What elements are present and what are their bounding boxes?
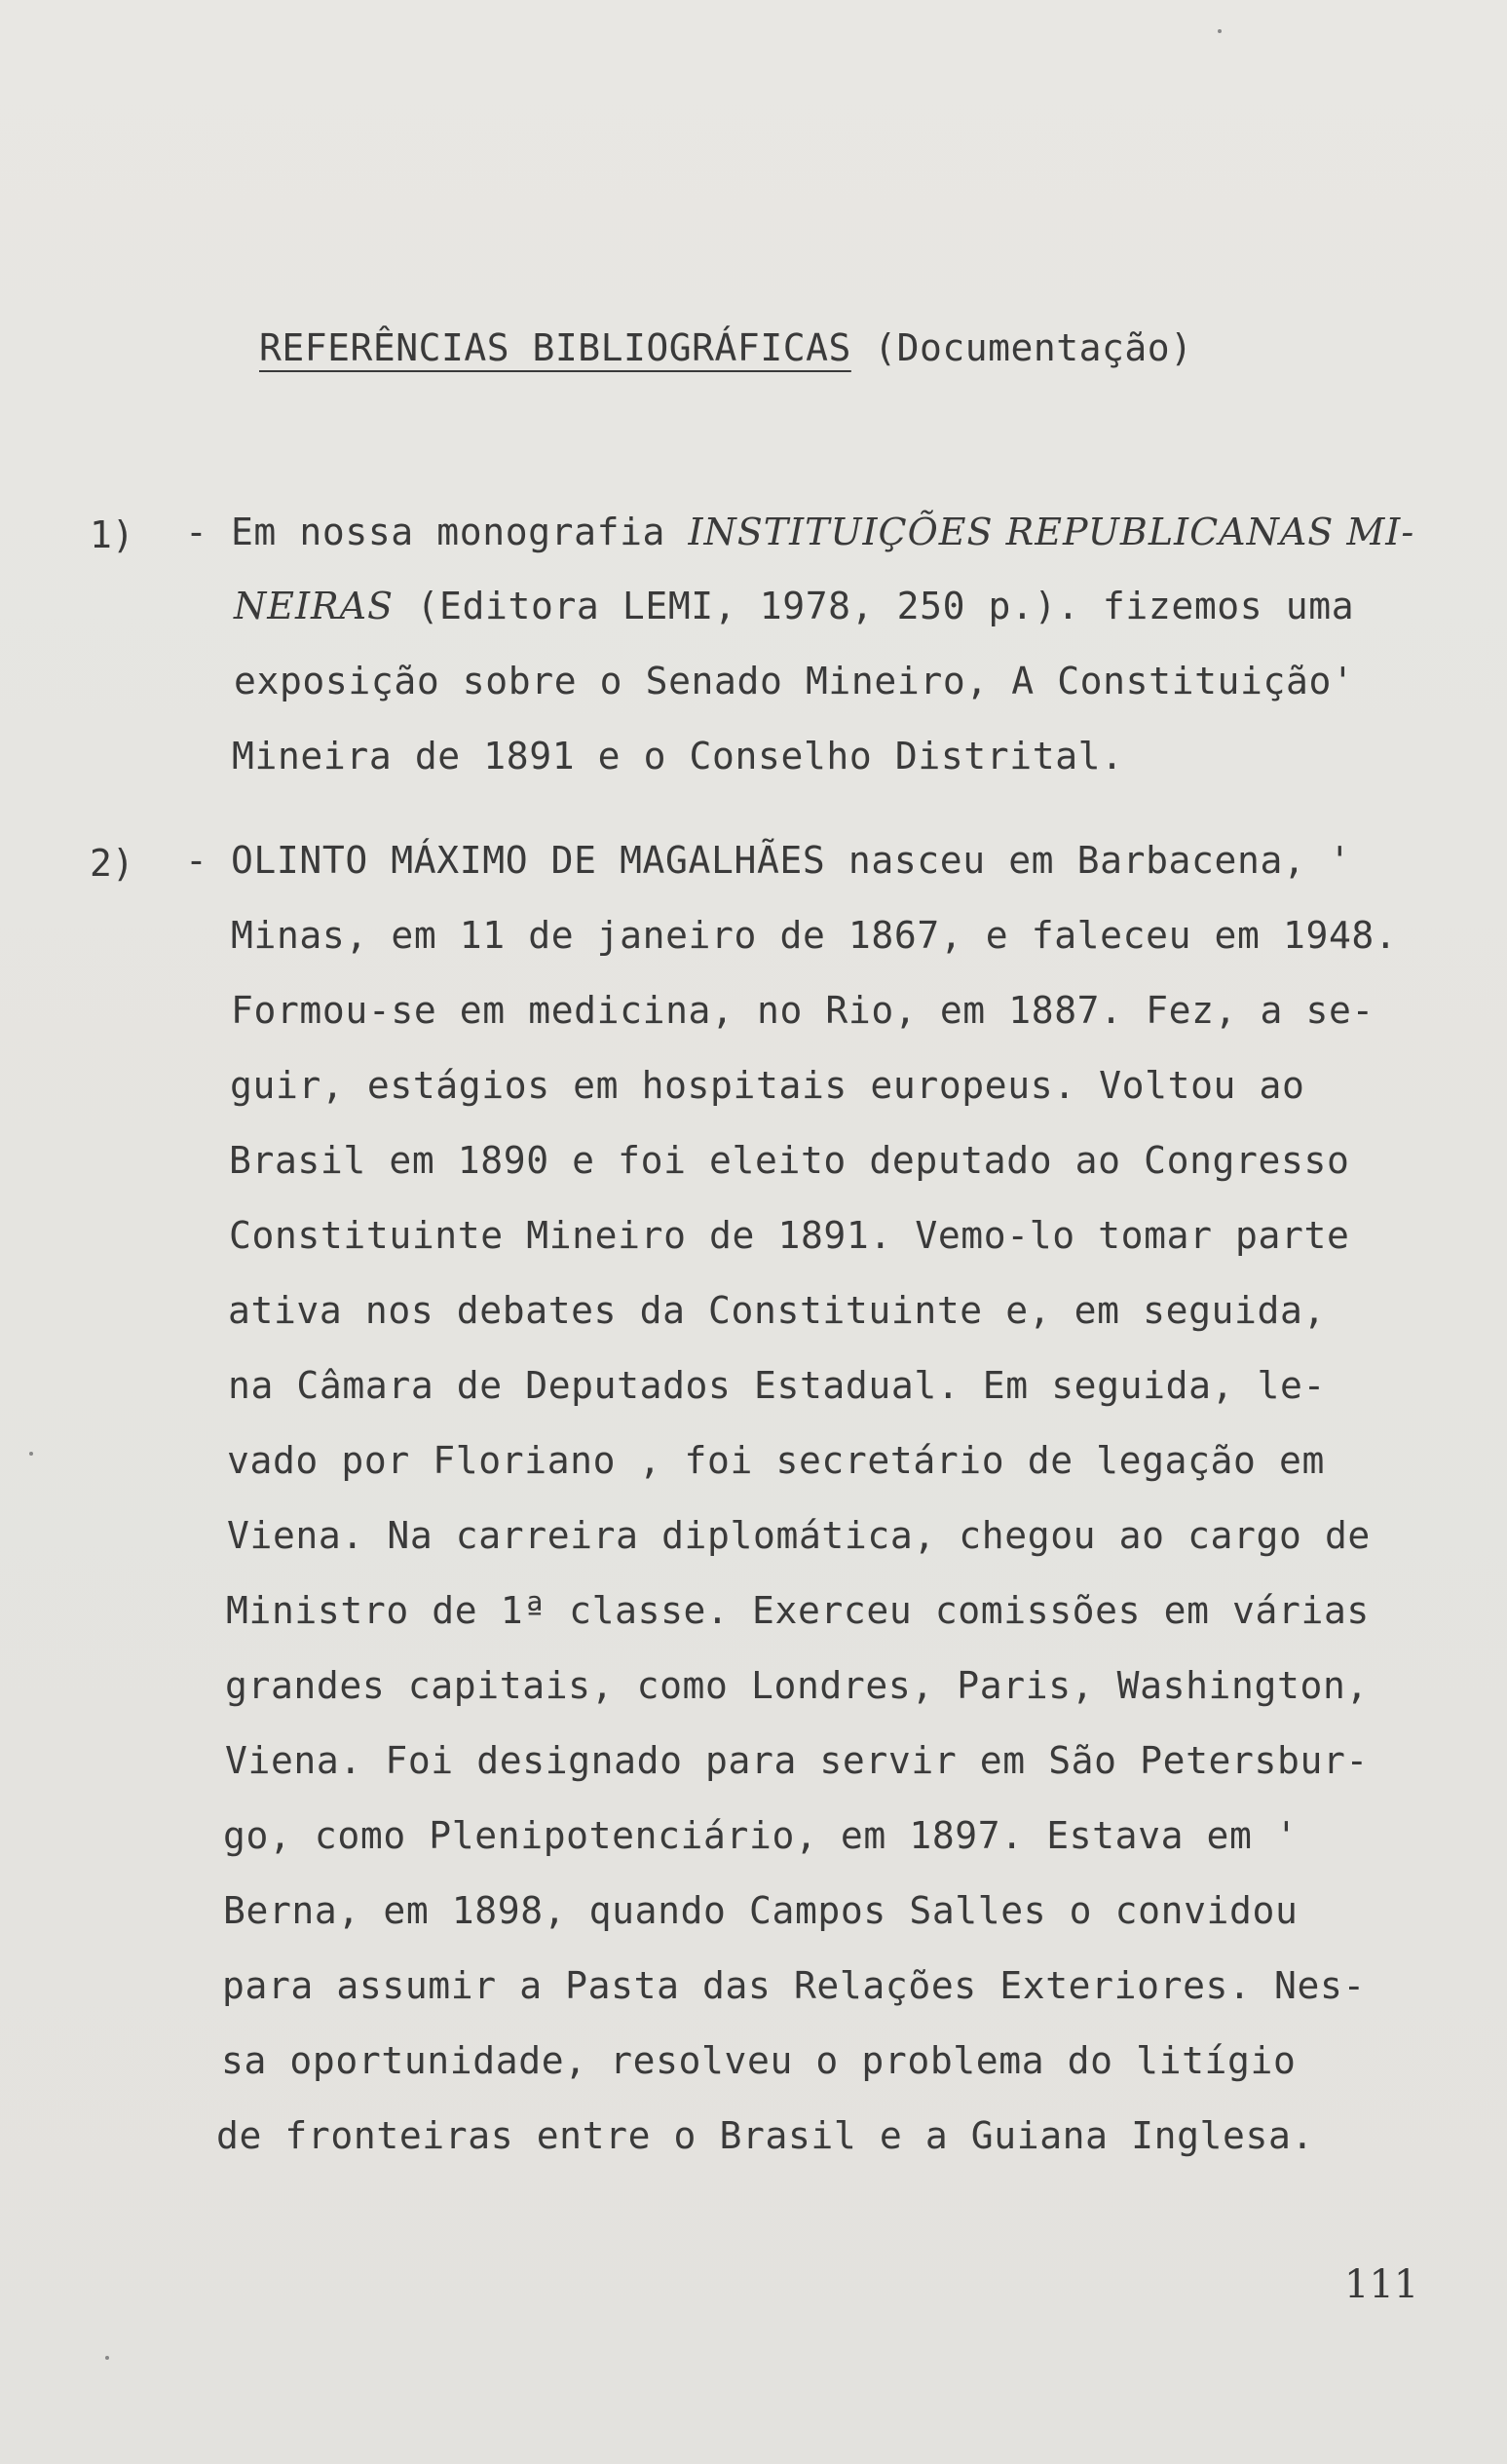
- note-2-line: na Câmara de Deputados Estadual. Em seguida, le-: [228, 1364, 1326, 1407]
- note-2-line: Viena. Na carreira diplomática, chegou ao cargo de: [227, 1514, 1371, 1557]
- note-1-line-4-text: Mineira de 1891 e o Conselho Distrital.: [232, 735, 1124, 777]
- note-2-line: Brasil em 1890 e foi eleito deputado ao Congresso: [229, 1139, 1350, 1182]
- note-2-line: go, como Plenipotenciário, em 1897. Estava em ': [223, 1814, 1299, 1857]
- note-1-line-1-italic: INSTITUIÇÕES REPUBLICANAS MI-: [688, 511, 1415, 553]
- heading-subtitle: (Documentação): [850, 326, 1193, 369]
- note-2-line: Ministro de 1ª classe. Exerceu comissões em várias: [226, 1589, 1370, 1632]
- note-2-line: para assumir a Pasta das Relações Exteriores. Nes-: [222, 1964, 1366, 2007]
- note-2-line: sa oportunidade, resolveu o problema do litígio: [221, 2039, 1297, 2082]
- note-1-line-2: [234, 585, 1355, 627]
- note-1-line-1-text: - Em nossa monografia: [185, 511, 689, 553]
- note-2-line: Viena. Foi designado para servir em São Petersbur-: [225, 1739, 1369, 1782]
- note-2-line: Constituinte Mineiro de 1891. Vemo-lo tomar parte: [229, 1214, 1350, 1257]
- note-1-number: 1): [90, 513, 134, 556]
- note-1-line-1: [185, 511, 1415, 553]
- page-number: 111: [1344, 2262, 1419, 2307]
- note-1-line-3-text: exposição sobre o Senado Mineiro, A Constituição': [234, 660, 1355, 702]
- page-heading: [259, 326, 1193, 369]
- note-2-line: ativa nos debates da Constituinte e, em seguida,: [228, 1289, 1326, 1332]
- note-2-line: guir, estágios em hospitais europeus. Voltou ao: [230, 1064, 1305, 1107]
- note-2-line: Minas, em 11 de janeiro de 1867, e faleceu em 1948.: [231, 914, 1398, 957]
- note-2-line: de fronteiras entre o Brasil e a Guiana Inglesa.: [216, 2114, 1314, 2157]
- note-1-line-2-text: (Editora LEMI, 1978, 250 p.). fizemos uma: [394, 585, 1355, 627]
- note-2-line: Berna, em 1898, quando Campos Salles o convidou: [223, 1889, 1299, 1932]
- note-1-line-3: [234, 660, 1355, 702]
- heading-title: REFERÊNCIAS BIBLIOGRÁFICAS: [259, 326, 851, 369]
- note-1-line-2-italic: NEIRAS: [234, 585, 395, 627]
- note-2-line: Formou-se em medicina, no Rio, em 1887. Fez, a se-: [231, 989, 1375, 1032]
- paper-speck: [105, 2356, 109, 2360]
- note-1-line-4: [232, 735, 1124, 777]
- note-2-number: 2): [90, 842, 134, 885]
- note-2-line: grandes capitais, como Londres, Paris, Washington,: [225, 1664, 1369, 1707]
- paper-speck: [1218, 29, 1222, 33]
- note-2-line: vado por Floriano , foi secretário de legação em: [227, 1439, 1325, 1482]
- paper-speck: [29, 1452, 33, 1456]
- note-2-line: - OLINTO MÁXIMO DE MAGALHÃES nasceu em Barbacena, ': [185, 839, 1352, 882]
